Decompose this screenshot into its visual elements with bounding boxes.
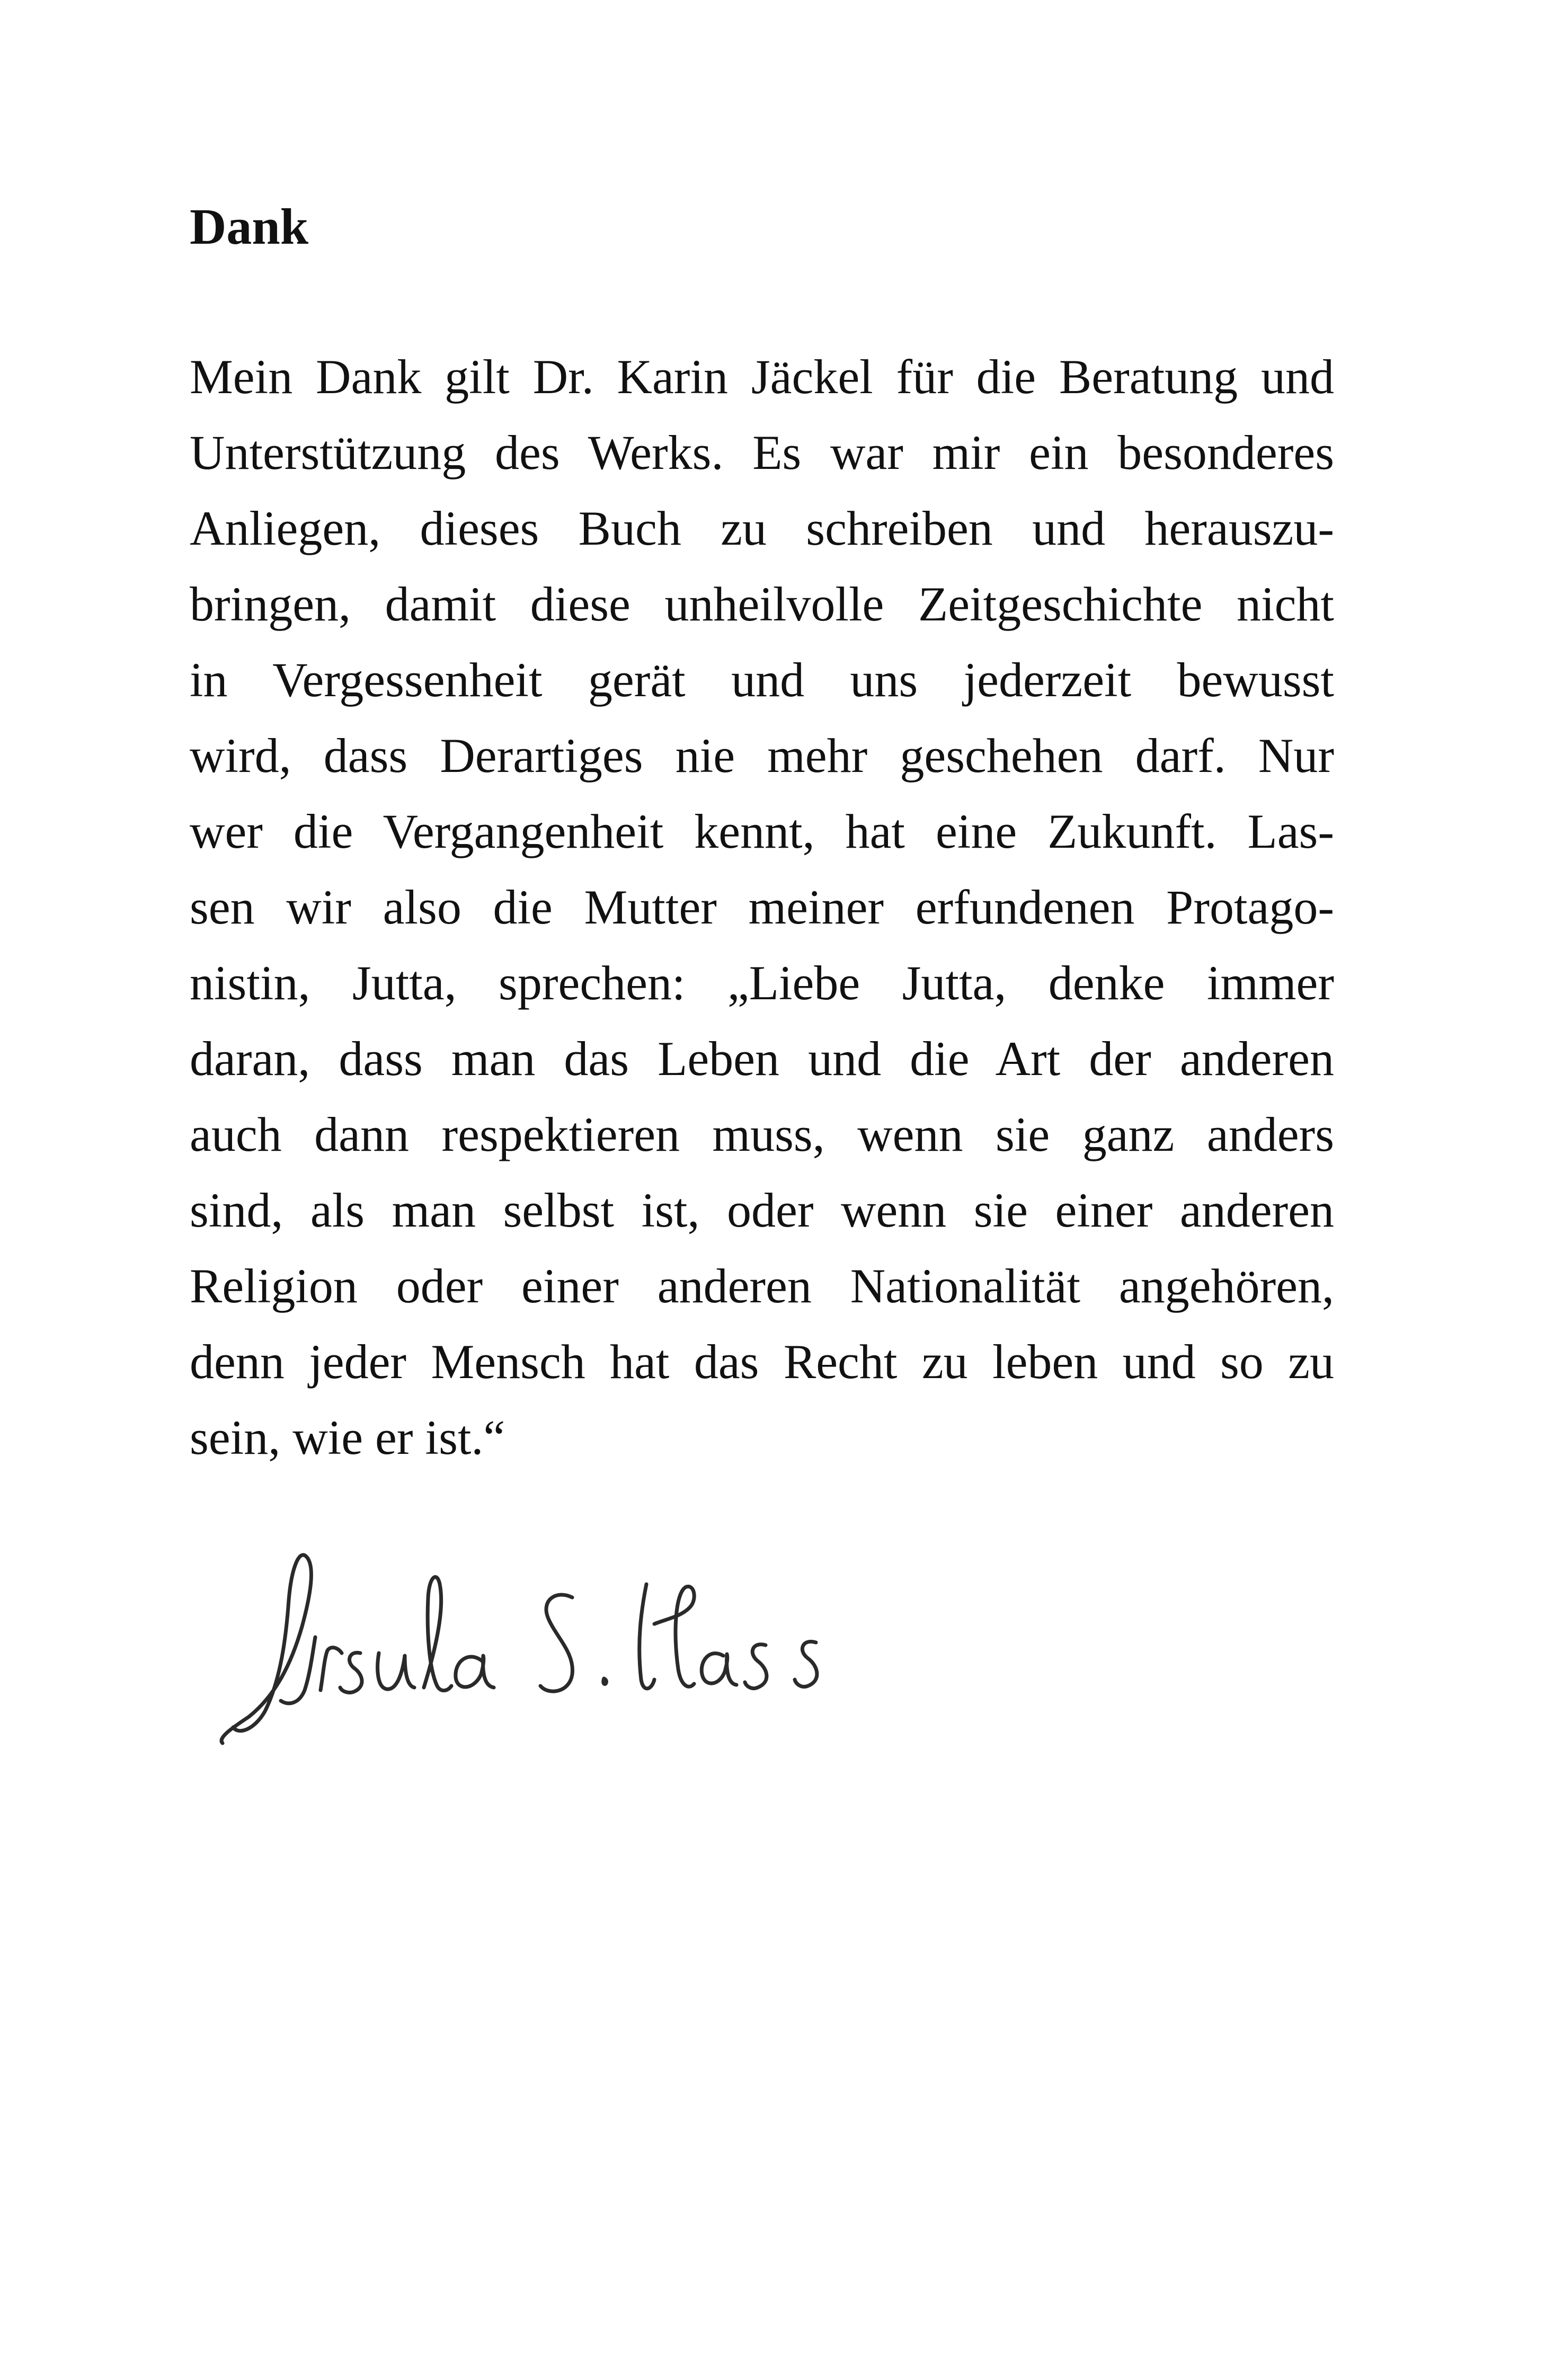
- paragraph-line: nistin, Jutta, sprechen: „Liebe Jutta, denke immer: [190, 956, 1334, 1010]
- paragraph-line: wird, dass Derartiges nie mehr geschehen darf. Nur: [190, 729, 1334, 783]
- paragraph-line: sein, wie er ist.“: [190, 1410, 505, 1464]
- paragraph-line: sen wir also die Mutter meiner erfundenen Protago-: [190, 880, 1334, 934]
- paragraph-line: in Vergessenheit gerät und uns jederzeit bewusst: [190, 653, 1334, 707]
- paragraph-line: bringen, damit diese unheilvolle Zeitgeschichte nicht: [190, 577, 1334, 631]
- acknowledgement-paragraph: [190, 339, 1334, 1476]
- paragraph-line: Religion oder einer anderen Nationalität angehören,: [190, 1259, 1334, 1313]
- page-title: Dank: [190, 198, 309, 255]
- paragraph-line: daran, dass man das Leben und die Art der anderen: [190, 1032, 1334, 1086]
- paragraph-line: Anliegen, dieses Buch zu schreiben und herauszu-: [190, 501, 1334, 555]
- paragraph-line: sind, als man selbst ist, oder wenn sie einer anderen: [190, 1183, 1334, 1237]
- paragraph-line: Mein Dank gilt Dr. Karin Jäckel für die Beratung und: [190, 350, 1334, 404]
- paragraph-line: denn jeder Mensch hat das Recht zu leben und so zu: [190, 1335, 1334, 1389]
- handwritten-signature: [201, 1547, 842, 1748]
- paragraph-line: wer die Vergangenheit kennt, hat eine Zukunft. Las-: [190, 804, 1334, 858]
- paragraph-line: Unterstützung des Werks. Es war mir ein besonderes: [190, 425, 1334, 479]
- paragraph-line: auch dann respektieren muss, wenn sie ganz anders: [190, 1107, 1334, 1161]
